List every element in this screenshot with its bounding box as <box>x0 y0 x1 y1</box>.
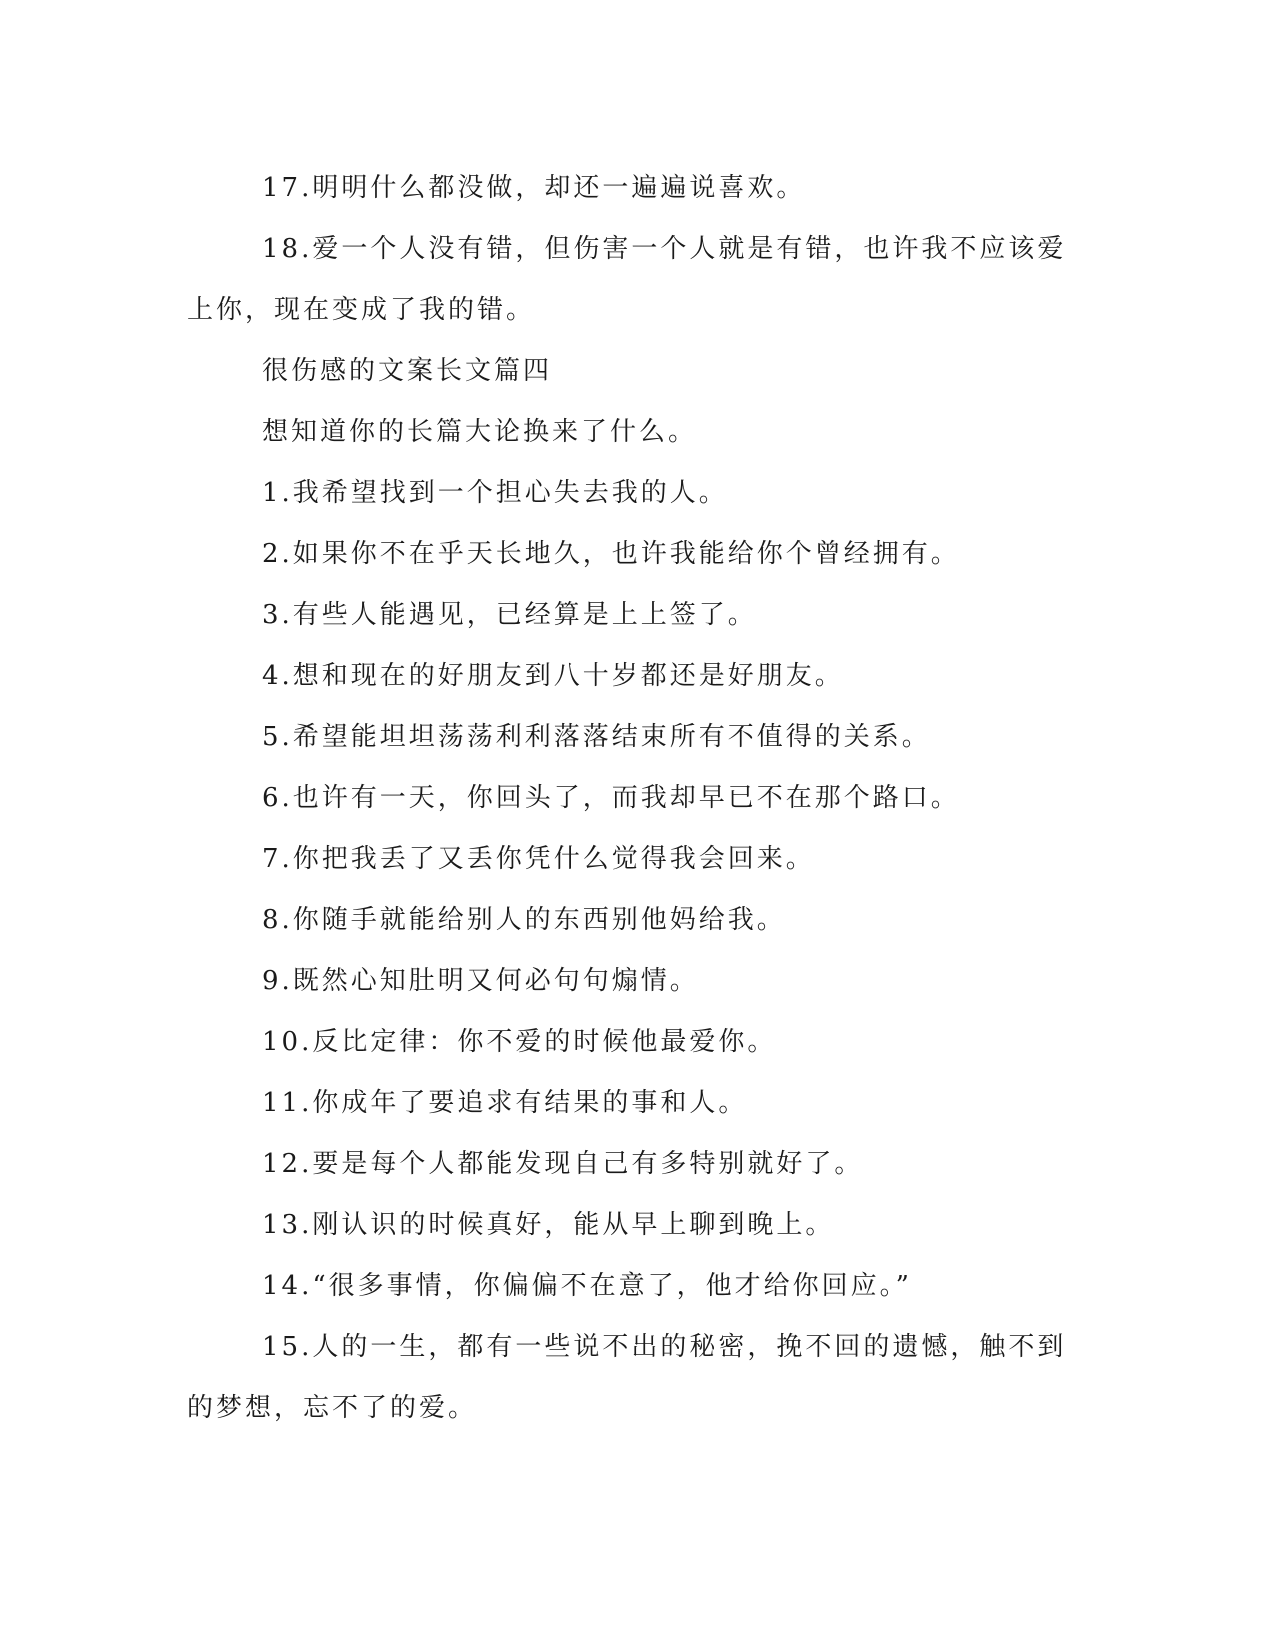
list-item-1: 1.我希望找到一个担心失去我的人。 <box>262 478 728 508</box>
list-item-10: 10.反比定律：你不爱的时候他最爱你。 <box>262 1027 777 1057</box>
list-item-3: 3.有些人能遇见，已经算是上上签了。 <box>262 600 757 630</box>
list-item-15: 15.人的一生，都有一些说不出的秘密，挽不回的遗憾，触不到的梦想，忘不了的爱。 <box>187 1332 1067 1423</box>
section-heading: 很伤感的文案长文篇四 <box>262 356 553 386</box>
list-item-5: 5.希望能坦坦荡荡利利落落结束所有不值得的关系。 <box>262 722 931 752</box>
paragraph-18: 18.爱一个人没有错，但伤害一个人就是有错，也许我不应该爱上你，现在变成了我的错。 <box>187 234 1067 325</box>
section-intro: 想知道你的长篇大论换来了什么。 <box>262 417 698 447</box>
list-item-13: 13.刚认识的时候真好，能从早上聊到晚上。 <box>262 1210 835 1240</box>
paragraph-17: 17.明明什么都没做，却还一遍遍说喜欢。 <box>262 173 806 203</box>
list-item-6: 6.也许有一天，你回头了，而我却早已不在那个路口。 <box>262 783 960 813</box>
list-item-14: 14.“很多事情，你偏偏不在意了，他才给你回应。” <box>262 1271 912 1301</box>
list-item-8: 8.你随手就能给别人的东西别他妈给我。 <box>262 905 786 935</box>
list-item-11: 11.你成年了要追求有结果的事和人。 <box>262 1088 748 1118</box>
list-item-7: 7.你把我丢了又丢你凭什么觉得我会回来。 <box>262 844 815 874</box>
list-item-12: 12.要是每个人都能发现自己有多特别就好了。 <box>262 1149 864 1179</box>
list-item-2: 2.如果你不在乎天长地久，也许我能给你个曾经拥有。 <box>262 539 960 569</box>
document-body <box>187 158 1087 1439</box>
list-item-9: 9.既然心知肚明又何必句句煽情。 <box>262 966 699 996</box>
list-item-4: 4.想和现在的好朋友到八十岁都还是好朋友。 <box>262 661 844 691</box>
